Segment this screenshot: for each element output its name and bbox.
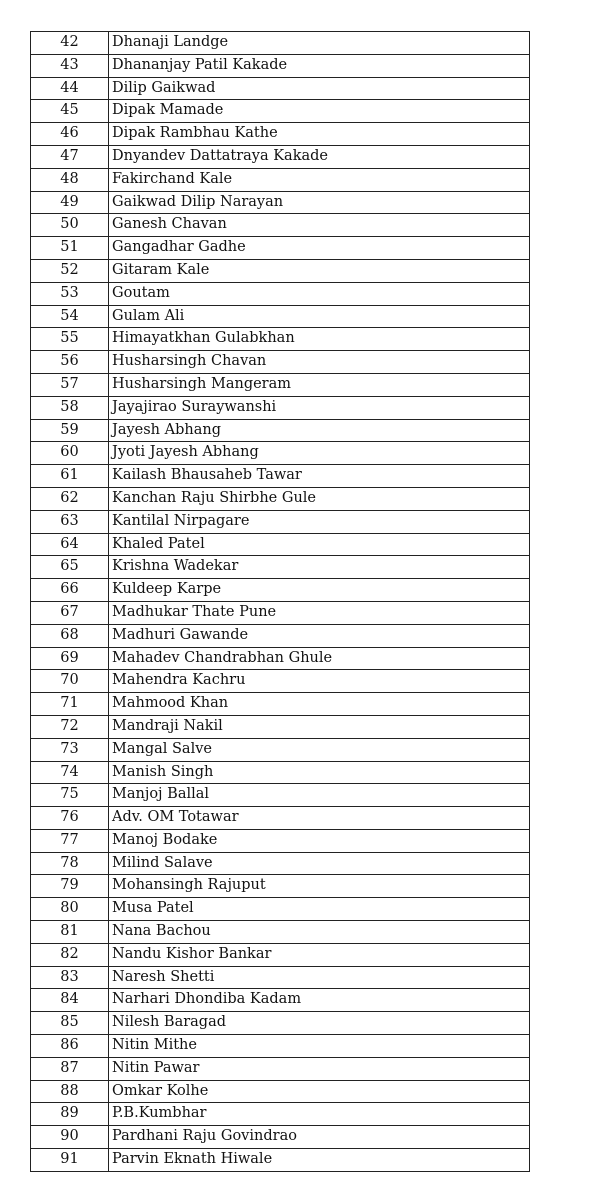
table-row — [31, 100, 530, 123]
serial-number-cell: 57 — [31, 373, 109, 396]
person-name-cell: Jyoti Jayesh Abhang — [109, 442, 530, 465]
serial-number-cell: 68 — [31, 624, 109, 647]
serial-number-cell: 53 — [31, 282, 109, 305]
serial-number-cell: 60 — [31, 442, 109, 465]
table-row — [31, 465, 530, 488]
person-name-cell: Adv. OM Totawar — [109, 807, 530, 830]
person-name-cell: Manoj Bodake — [109, 829, 530, 852]
person-name-cell: Gulam Ali — [109, 305, 530, 328]
person-name-cell: Gangadhar Gadhe — [109, 237, 530, 260]
table-row — [31, 1012, 530, 1035]
person-name-cell: Mohansingh Rajuput — [109, 875, 530, 898]
serial-number-cell: 45 — [31, 100, 109, 123]
serial-number-cell: 78 — [31, 852, 109, 875]
person-name-cell: Khaled Patel — [109, 533, 530, 556]
table-row — [31, 556, 530, 579]
table-row — [31, 693, 530, 716]
table-row — [31, 1035, 530, 1058]
serial-number-cell: 62 — [31, 487, 109, 510]
table-row — [31, 852, 530, 875]
person-name-cell: Nitin Mithe — [109, 1035, 530, 1058]
table-row — [31, 829, 530, 852]
serial-number-cell: 71 — [31, 693, 109, 716]
table-row — [31, 168, 530, 191]
serial-number-cell: 82 — [31, 943, 109, 966]
serial-number-cell: 65 — [31, 556, 109, 579]
person-name-cell: Madhukar Thate Pune — [109, 601, 530, 624]
table-row — [31, 921, 530, 944]
serial-number-cell: 64 — [31, 533, 109, 556]
serial-number-cell: 44 — [31, 77, 109, 100]
serial-number-cell: 83 — [31, 966, 109, 989]
person-name-cell: Madhuri Gawande — [109, 624, 530, 647]
person-name-cell: Narhari Dhondiba Kadam — [109, 989, 530, 1012]
serial-number-cell: 55 — [31, 328, 109, 351]
table-row — [31, 373, 530, 396]
person-name-cell: Jayesh Abhang — [109, 419, 530, 442]
serial-number-cell: 70 — [31, 670, 109, 693]
person-name-cell: Milind Salave — [109, 852, 530, 875]
person-name-cell: Manish Singh — [109, 761, 530, 784]
serial-number-cell: 51 — [31, 237, 109, 260]
table-row — [31, 875, 530, 898]
table-row — [31, 624, 530, 647]
person-name-cell: Fakirchand Kale — [109, 168, 530, 191]
table-row — [31, 77, 530, 100]
table-row — [31, 807, 530, 830]
serial-number-cell: 59 — [31, 419, 109, 442]
serial-number-cell: 66 — [31, 579, 109, 602]
table-row — [31, 715, 530, 738]
serial-number-cell: 77 — [31, 829, 109, 852]
person-name-cell: Dhanaji Landge — [109, 32, 530, 55]
person-name-cell: Naresh Shetti — [109, 966, 530, 989]
table-row — [31, 487, 530, 510]
table-row — [31, 1103, 530, 1126]
person-name-cell: Kuldeep Karpe — [109, 579, 530, 602]
person-name-cell: Mangal Salve — [109, 738, 530, 761]
serial-number-cell: 63 — [31, 510, 109, 533]
table-row — [31, 259, 530, 282]
person-name-cell: Nandu Kishor Bankar — [109, 943, 530, 966]
serial-number-cell: 81 — [31, 921, 109, 944]
person-name-cell: Nilesh Baragad — [109, 1012, 530, 1035]
person-name-cell: Ganesh Chavan — [109, 214, 530, 237]
table-row — [31, 989, 530, 1012]
table-row — [31, 966, 530, 989]
person-name-cell: Himayatkhan Gulabkhan — [109, 328, 530, 351]
person-name-cell: Kantilal Nirpagare — [109, 510, 530, 533]
serial-number-cell: 90 — [31, 1126, 109, 1149]
serial-number-cell: 43 — [31, 54, 109, 77]
serial-number-cell: 46 — [31, 123, 109, 146]
serial-number-cell: 58 — [31, 396, 109, 419]
person-name-cell: Mahadev Chandrabhan Ghule — [109, 647, 530, 670]
table-row — [31, 579, 530, 602]
serial-number-cell: 73 — [31, 738, 109, 761]
serial-number-cell: 74 — [31, 761, 109, 784]
serial-number-cell: 79 — [31, 875, 109, 898]
person-name-cell: Kailash Bhausaheb Tawar — [109, 465, 530, 488]
name-list-sheet — [30, 31, 530, 1172]
serial-number-cell: 88 — [31, 1080, 109, 1103]
person-name-cell: Husharsingh Mangeram — [109, 373, 530, 396]
table-row — [31, 1080, 530, 1103]
table-row — [31, 419, 530, 442]
names-table-body — [31, 32, 530, 1172]
table-row — [31, 282, 530, 305]
table-row — [31, 54, 530, 77]
table-row — [31, 305, 530, 328]
person-name-cell: Kanchan Raju Shirbhe Gule — [109, 487, 530, 510]
person-name-cell: Dnyandev Dattatraya Kakade — [109, 145, 530, 168]
table-row — [31, 510, 530, 533]
serial-number-cell: 67 — [31, 601, 109, 624]
serial-number-cell: 89 — [31, 1103, 109, 1126]
serial-number-cell: 76 — [31, 807, 109, 830]
person-name-cell: Husharsingh Chavan — [109, 351, 530, 374]
table-row — [31, 1057, 530, 1080]
table-row — [31, 647, 530, 670]
serial-number-cell: 56 — [31, 351, 109, 374]
serial-number-cell: 54 — [31, 305, 109, 328]
person-name-cell: Omkar Kolhe — [109, 1080, 530, 1103]
serial-number-cell: 69 — [31, 647, 109, 670]
person-name-cell: P.B.Kumbhar — [109, 1103, 530, 1126]
person-name-cell: Mandraji Nakil — [109, 715, 530, 738]
person-name-cell: Mahmood Khan — [109, 693, 530, 716]
table-row — [31, 351, 530, 374]
table-row — [31, 145, 530, 168]
serial-number-cell: 87 — [31, 1057, 109, 1080]
serial-number-cell: 61 — [31, 465, 109, 488]
person-name-cell: Dhananjay Patil Kakade — [109, 54, 530, 77]
serial-number-cell: 47 — [31, 145, 109, 168]
table-row — [31, 738, 530, 761]
serial-number-cell: 50 — [31, 214, 109, 237]
table-row — [31, 1126, 530, 1149]
table-row — [31, 191, 530, 214]
serial-number-cell: 85 — [31, 1012, 109, 1035]
person-name-cell: Dipak Rambhau Kathe — [109, 123, 530, 146]
person-name-cell: Dilip Gaikwad — [109, 77, 530, 100]
table-row — [31, 784, 530, 807]
serial-number-cell: 48 — [31, 168, 109, 191]
table-row — [31, 328, 530, 351]
table-row — [31, 237, 530, 260]
table-row — [31, 898, 530, 921]
person-name-cell: Pardhani Raju Govindrao — [109, 1126, 530, 1149]
person-name-cell: Nana Bachou — [109, 921, 530, 944]
person-name-cell: Gitaram Kale — [109, 259, 530, 282]
person-name-cell: Dipak Mamade — [109, 100, 530, 123]
serial-number-cell: 80 — [31, 898, 109, 921]
serial-number-cell: 86 — [31, 1035, 109, 1058]
table-row — [31, 123, 530, 146]
serial-number-cell: 84 — [31, 989, 109, 1012]
person-name-cell: Parvin Eknath Hiwale — [109, 1149, 530, 1172]
serial-number-cell: 52 — [31, 259, 109, 282]
table-row — [31, 442, 530, 465]
serial-number-cell: 49 — [31, 191, 109, 214]
person-name-cell: Nitin Pawar — [109, 1057, 530, 1080]
person-name-cell: Jayajirao Suraywanshi — [109, 396, 530, 419]
serial-number-cell: 91 — [31, 1149, 109, 1172]
table-row — [31, 1149, 530, 1172]
table-row — [31, 943, 530, 966]
table-row — [31, 761, 530, 784]
person-name-cell: Goutam — [109, 282, 530, 305]
serial-number-cell: 72 — [31, 715, 109, 738]
table-row — [31, 396, 530, 419]
person-name-cell: Gaikwad Dilip Narayan — [109, 191, 530, 214]
table-row — [31, 32, 530, 55]
table-row — [31, 533, 530, 556]
serial-number-cell: 75 — [31, 784, 109, 807]
person-name-cell: Mahendra Kachru — [109, 670, 530, 693]
table-row — [31, 601, 530, 624]
person-name-cell: Musa Patel — [109, 898, 530, 921]
table-row — [31, 670, 530, 693]
person-name-cell: Krishna Wadekar — [109, 556, 530, 579]
person-name-cell: Manjoj Ballal — [109, 784, 530, 807]
names-table — [30, 31, 530, 1172]
serial-number-cell: 42 — [31, 32, 109, 55]
table-row — [31, 214, 530, 237]
